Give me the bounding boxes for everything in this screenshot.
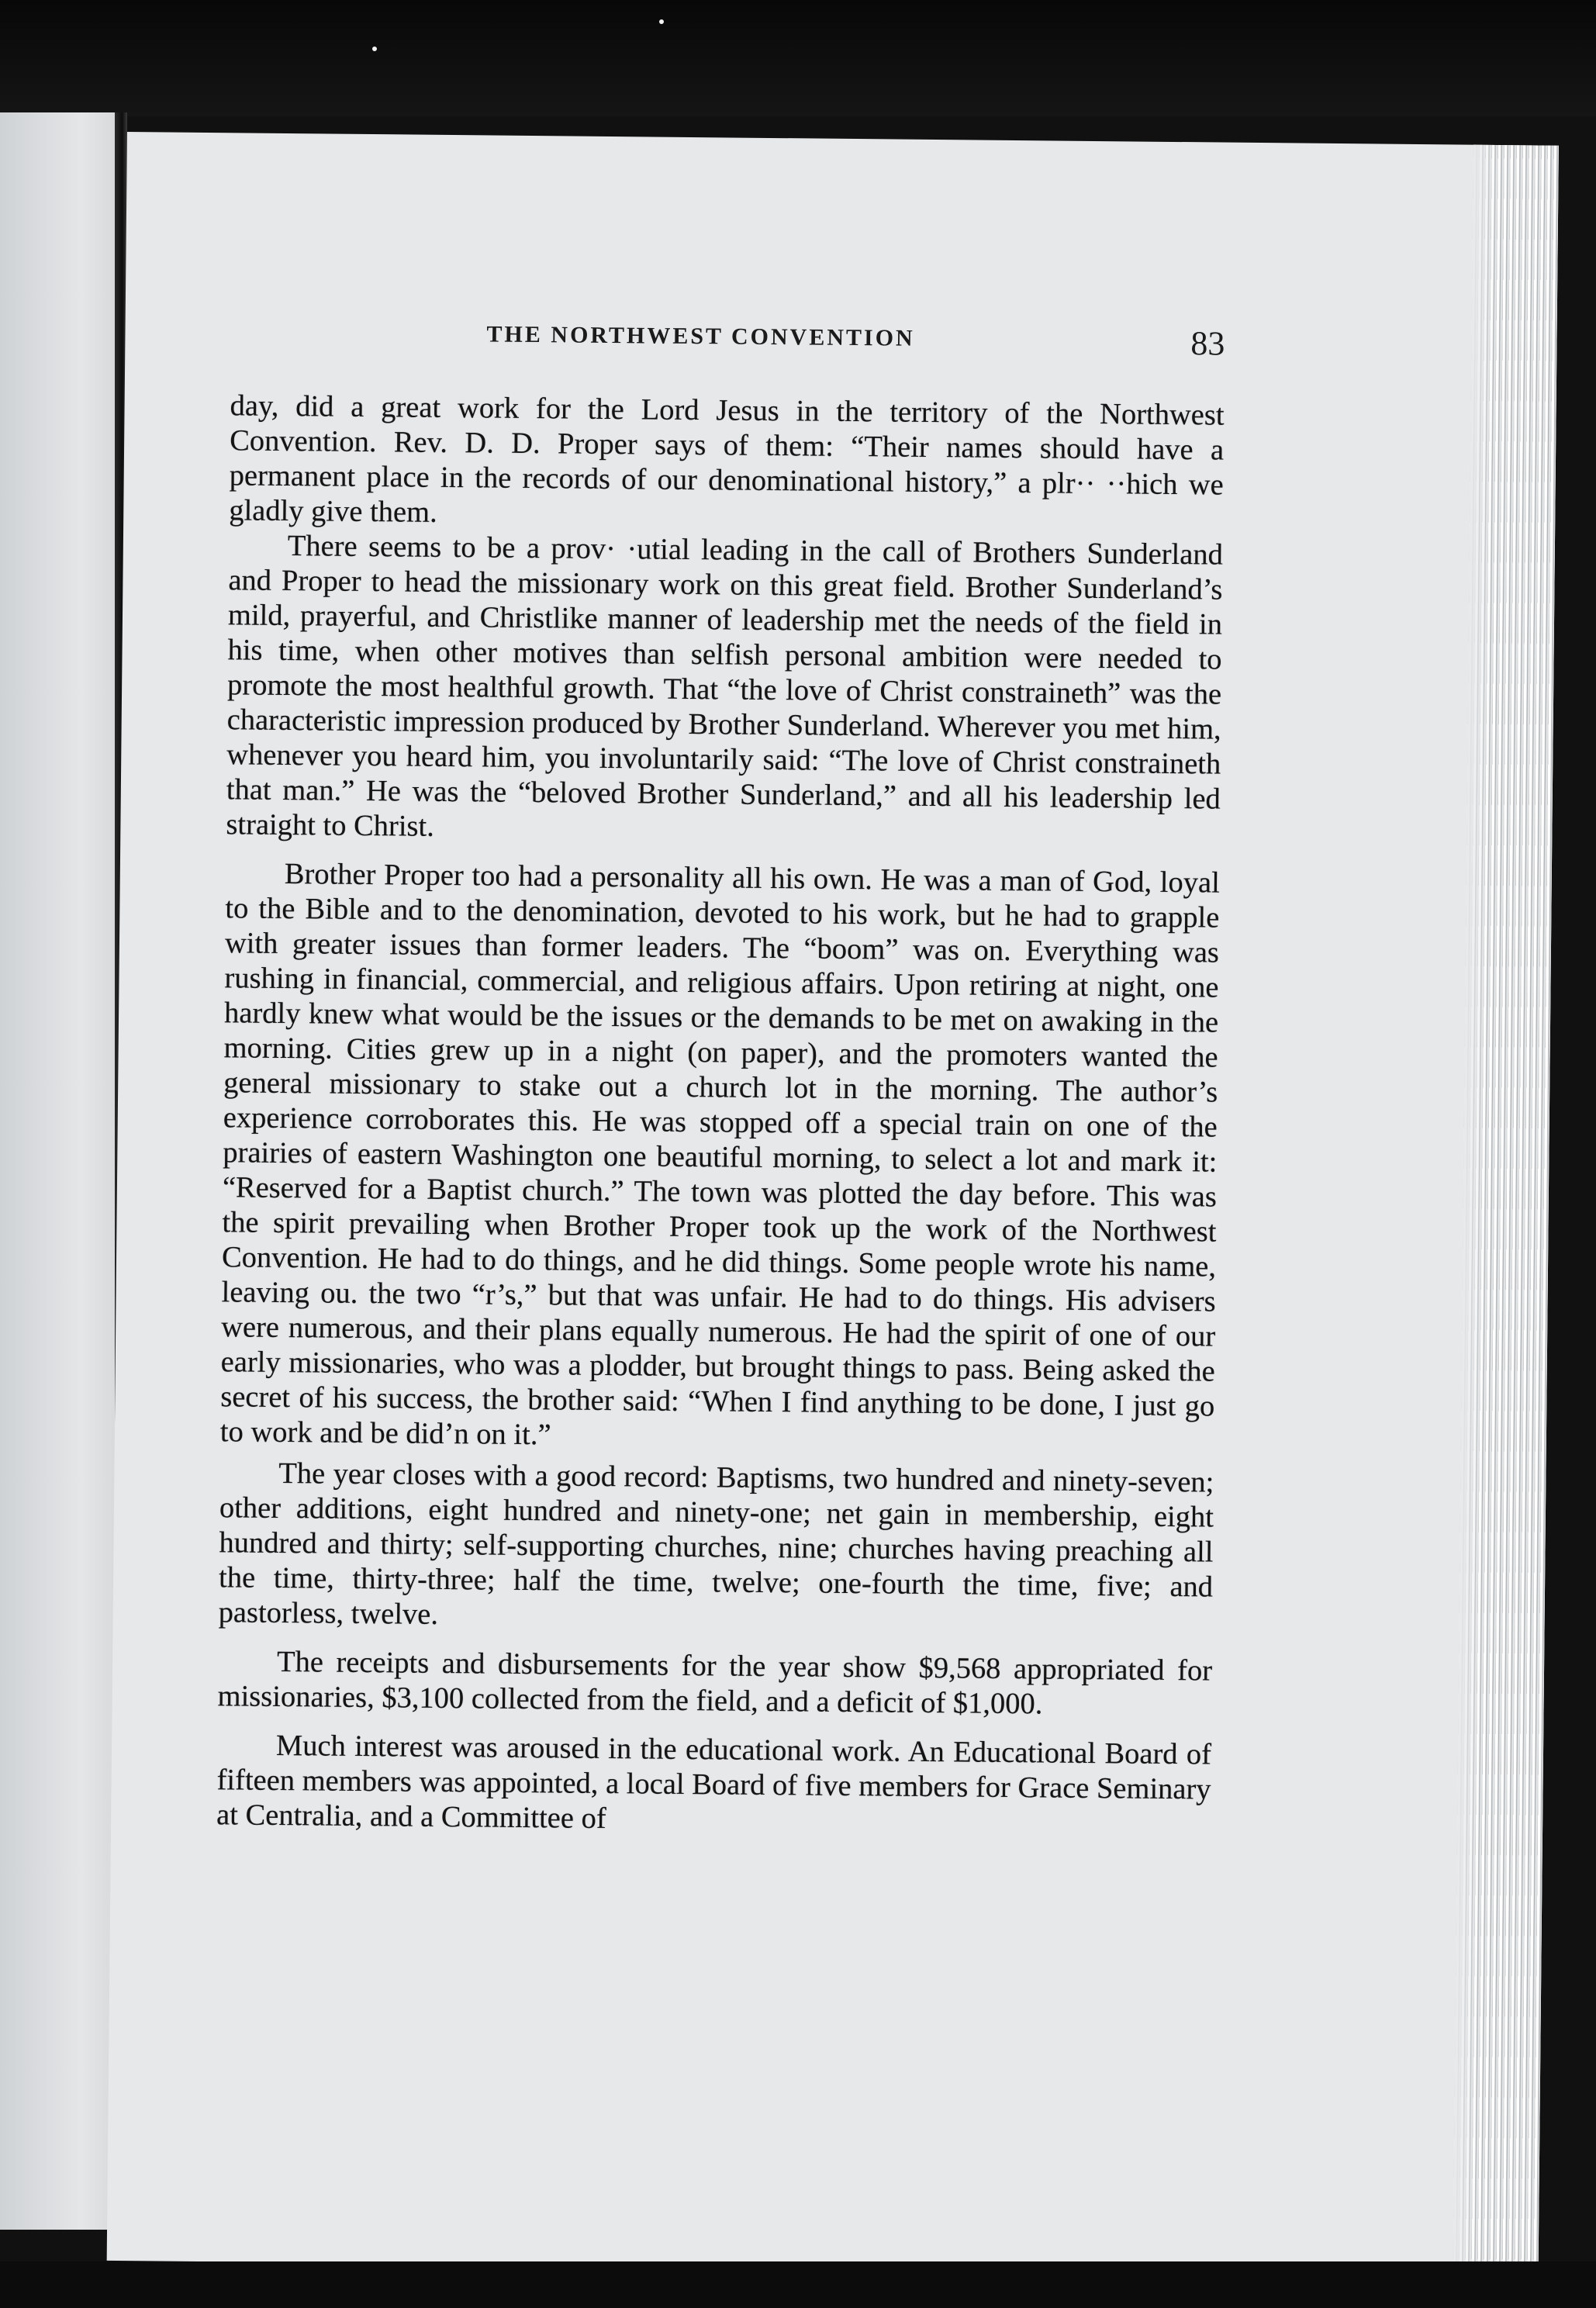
paragraph-sunderland: There seems to be a prov· ·utial leading in the call of Brothers Sunderland and Proper to head the missionary work on this great field. Brother Sunderland’s mild, prayerful, and Christlike manner of leadership met the needs of the field in his time, when other motives than selfish personal ambition were needed to promote the most healthful growth. That “the love of Christ constraineth” was the characteristic impression produced by Brother Sunderland. Wherever you met him, whenever you heard him, you involuntarily said: “The love of Christ constraineth that man.” He was the “beloved Brother Sunderland,” and all his leadership led straight to Christ. — [226, 530, 1224, 843]
page-number: 83 — [1190, 324, 1225, 363]
scan-speck — [659, 19, 664, 24]
paragraph-education: Much interest was aroused in the educational work. An Educational Board of fifteen members was appointed, a local Board of five members for Grace Seminary at Centralia, and a Committee of — [216, 1729, 1212, 1836]
scan-background-bottom — [0, 2261, 1596, 2308]
running-head: THE NORTHWEST CONVENTION — [486, 321, 915, 351]
scan-background-top — [0, 0, 1596, 116]
page-header — [230, 319, 1225, 398]
page-content — [216, 319, 1225, 1842]
paragraph-year-record: The year closes with a good record: Baptisms, two hundred and ninety-seven; other additions, eight hundred and ninety-one; net gain in membership, eight hundred and thirty; self-supporting churches, nine; churches having preaching all the time, thirty-three; half the time, twelve; one-fourth the time, five; and pastorless, twelve. — [218, 1456, 1214, 1631]
facing-page-edge — [0, 112, 116, 2230]
book-page — [107, 132, 1559, 2275]
paragraph-proper: Brother Proper too had a personality all his own. He was a man of God, loyal to the Bible and to the denomination, devoted to his work, but he had to grapple with greater issues than former leaders. The “boom” was on. Everything was rushing in financial, commercial, and religious affairs. Upon retiring at night, one hardly knew what would be the issues or the demands to be met on awaking in the morning. Cities grew up in a night (on paper), and the promoters wanted the general missionary to stake out a church lot in the morning. The author’s experience corroborates this. He was stopped off a special train on one of the prairies of eastern Washington one beautiful morning, to select a lot and mark it: “Reserved for a Baptist church.” The town was plotted the day before. This was the spirit prevailing when Brother Proper took up the work of the Northwest Convention. He had to do things, and he did things. Some people wrote his name, leaving ou. the two “r’s,” but that was unfair. He had to do things. His advisers were numerous, and their plans equally numerous. He had the spirit of one of our early missionaries, who was a plodder, but brought things to pass. Being asked the secret of his success, the brother said: “When I find anything to be done, I just go to work and be did’n on it.” — [219, 857, 1220, 1452]
paragraph-continuation: day, did a great work for the Lord Jesus in the territory of the Northwest Convention. Rev. D. D. Proper says of them: “Their names should have a permanent place in the records of our denominational history,” a plr·· ··hich we gladly give them. — [229, 389, 1225, 529]
paragraph-receipts: The receipts and disbursements for the year show $9,568 appropriated for missionaries, $3,100 collected from the field, and a deficit of $1,000. — [217, 1645, 1213, 1721]
scan-speck — [372, 47, 377, 51]
page-stack-edge — [1453, 145, 1559, 2275]
